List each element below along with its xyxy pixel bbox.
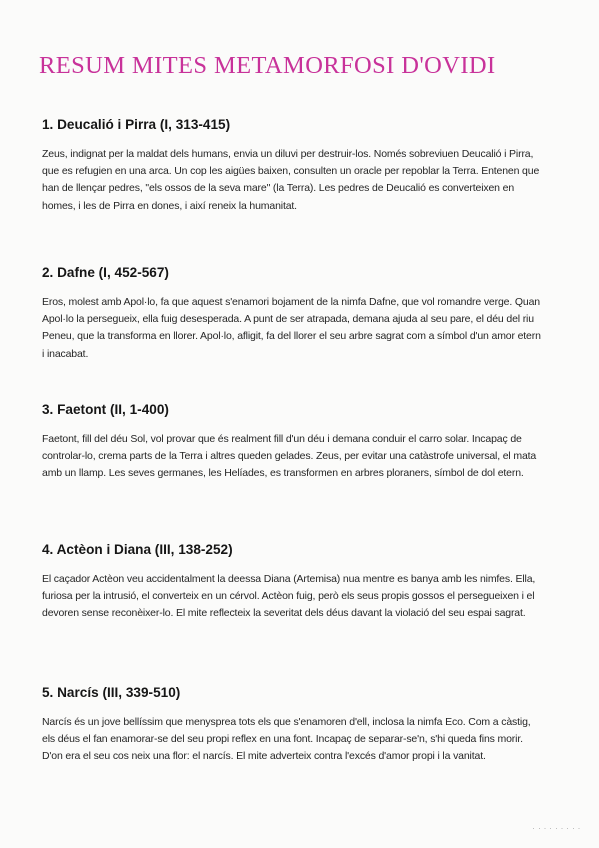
myth-section-faetont: [42, 402, 542, 483]
page-number: · · · · · · · · ·: [532, 826, 581, 832]
myth-section-acteon-diana: [42, 542, 542, 623]
page-title: RESUM MITES METAMORFOSI D'OVIDI: [39, 52, 496, 79]
section-summary: El caçador Actèon veu accidentalment la deessa Diana (Artemisa) nua mentre es banya amb les nimfes. Ella, furiosa per la intrusió, el converteix en un cérvol. Actèon fuig, però els seus propis gossos el persegueixen i el devoren sense reconèixer-lo. El mite reflecteix la severitat dels déus davant la violació del seu espai sagrat.: [42, 573, 536, 620]
myth-section-narcis: [42, 685, 542, 766]
section-heading: 1. Deucalió i Pirra (I, 313-415): [42, 117, 231, 132]
section-heading: 5. Narcís (III, 339-510): [42, 685, 181, 700]
section-summary: Narcís és un jove bellíssim que menysprea tots els que s'enamoren d'ell, inclosa la nimfa Eco. Com a càstig, els déus el fan enamorar-se del seu propi reflex en una font. Incapaç de separar-se'n, s'hi queda fins morir. D'on era el seu cos neix una flor: el narcís. El mite adverteix contra l'excés d'amor propi i la vanitat.: [42, 716, 531, 763]
section-heading: 3. Faetont (II, 1-400): [42, 402, 169, 417]
section-heading: 4. Actèon i Diana (III, 138-252): [42, 542, 233, 557]
myth-section-dafne: [42, 265, 542, 363]
section-heading: 2. Dafne (I, 452-567): [42, 265, 169, 280]
section-summary: Eros, molest amb Apol·lo, fa que aquest s'enamori bojament de la nimfa Dafne, que vol romandre verge. Quan Apol·lo la persegueix, ella fuig desesperada. A punt de ser atrapada, demana ajuda al seu pare, el déu del riu Peneu, que la transforma en llorer. Apol·lo, afligit, fa del llorer el seu arbre sagrat com a símbol d'un amor etern i inacabat.: [42, 296, 541, 360]
myth-section-deucalio-pirra: [42, 117, 542, 215]
section-summary: Faetont, fill del déu Sol, vol provar que és realment fill d'un déu i demana conduir el carro solar. Incapaç de controlar-lo, crema parts de la Terra i altres queden gelades. Zeus, per evitar una catàstrofe universal, el mata amb un llamp. Les seves germanes, les Helíades, es transformen en arbres ploraners, símbol de dol etern.: [42, 433, 537, 480]
section-summary: Zeus, indignat per la maldat dels humans, envia un diluvi per destruir-los. Només sobreviuen Deucalió i Pirra, que es refugien en una arca. Un cop les aigües baixen, consulten un oracle per repoblar la Terra. Entenen que han de llençar pedres, "els ossos de la seva mare" (la Terra). Les pedres de Deucalió es converteixen en homes, i les de Pirra en dones, i així reneix la humanitat.: [42, 148, 540, 212]
